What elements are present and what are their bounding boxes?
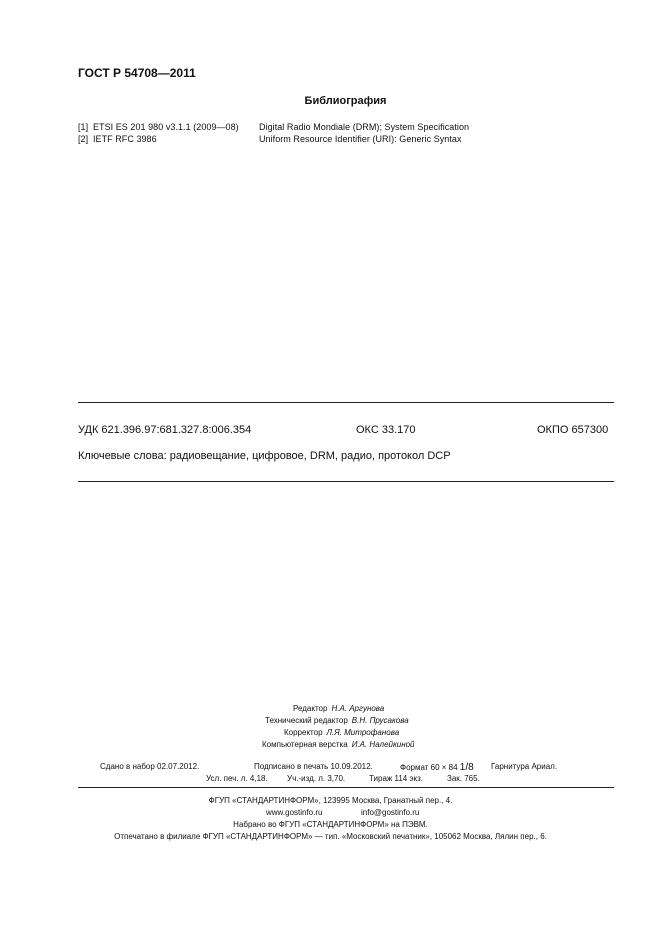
typeface: Гарнитура Ариал. xyxy=(491,762,558,771)
reference-id: IETF RFC 3986 xyxy=(93,134,157,144)
printed-note: Отпечатано в филиале ФГУП «СТАНДАРТИНФОРМ» — тип. «Московский печатник», 105062 Москва, Лялин пер., 6. xyxy=(114,832,547,841)
order-number: Зак. 765. xyxy=(447,774,480,783)
paper-format-text: Формат 60 × 84 xyxy=(400,763,458,772)
publisher-sheets: Уч.-изд. л. 3,70. xyxy=(287,774,346,783)
tech-editor-role: Технический редактор xyxy=(265,716,348,725)
bottom-divider xyxy=(78,787,614,788)
corrector-name: Л.Я. Митрофанова xyxy=(326,728,400,737)
udk-code: УДК 621.396.97:681.327.8:006.354 xyxy=(78,424,252,436)
reference-id: ETSI ES 201 980 v3.1.1 (2009—08) xyxy=(93,122,239,132)
print-sheets: Усл. печ. л. 4,18. xyxy=(206,774,268,783)
oks-code: ОКС 33.170 xyxy=(356,424,416,436)
bibliography-title-text: Библиография xyxy=(304,95,387,107)
reference-number: [2] xyxy=(78,134,89,144)
editor-name: Н.А. Аргунова xyxy=(331,704,385,713)
middle-divider xyxy=(78,481,614,482)
paper-format xyxy=(400,762,474,773)
bibliography-title xyxy=(0,95,661,107)
signed-date: Подписано в печать 10.09.2012. xyxy=(254,762,373,771)
document-code: ГОСТ Р 54708—2011 xyxy=(78,66,196,80)
submitted-date: Сдано в набор 02.07.2012. xyxy=(100,762,200,771)
reference-title: Digital Radio Mondiale (DRM); System Specification xyxy=(259,122,470,132)
publisher-website[interactable]: www.gostinfo.ru xyxy=(266,808,323,817)
top-divider xyxy=(78,402,614,403)
layout-credit xyxy=(262,740,415,749)
tech-editor-name: В.Н. Прусакова xyxy=(351,716,409,725)
layout-name: И.А. Налейкиной xyxy=(351,740,415,749)
reference-title: Uniform Resource Identifier (URI): Generic Syntax xyxy=(259,134,462,144)
okpo-code: ОКПО 657300 xyxy=(537,424,609,436)
paper-format-fraction: 1/8 xyxy=(459,762,474,773)
keywords: Ключевые слова: радиовещание, цифровое, DRM, радио, протокол DCP xyxy=(78,450,451,462)
typeset-note: Набрано во ФГУП «СТАНДАРТИНФОРМ» на ПЭВМ. xyxy=(233,820,428,829)
editor-credit xyxy=(293,704,384,713)
reference-number: [1] xyxy=(78,122,89,132)
publisher-address: ФГУП «СТАНДАРТИНФОРМ», 123995 Москва, Гранатный пер., 4. xyxy=(208,796,453,805)
publisher-email[interactable]: info@gostinfo.ru xyxy=(361,808,420,817)
layout-role: Компьютерная верстка xyxy=(262,740,348,749)
print-run: Тираж 114 экз. xyxy=(369,774,424,783)
corrector-role: Корректор xyxy=(284,728,323,737)
tech-editor-credit xyxy=(265,716,409,725)
editor-role: Редактор xyxy=(293,704,328,713)
corrector-credit xyxy=(284,728,399,737)
